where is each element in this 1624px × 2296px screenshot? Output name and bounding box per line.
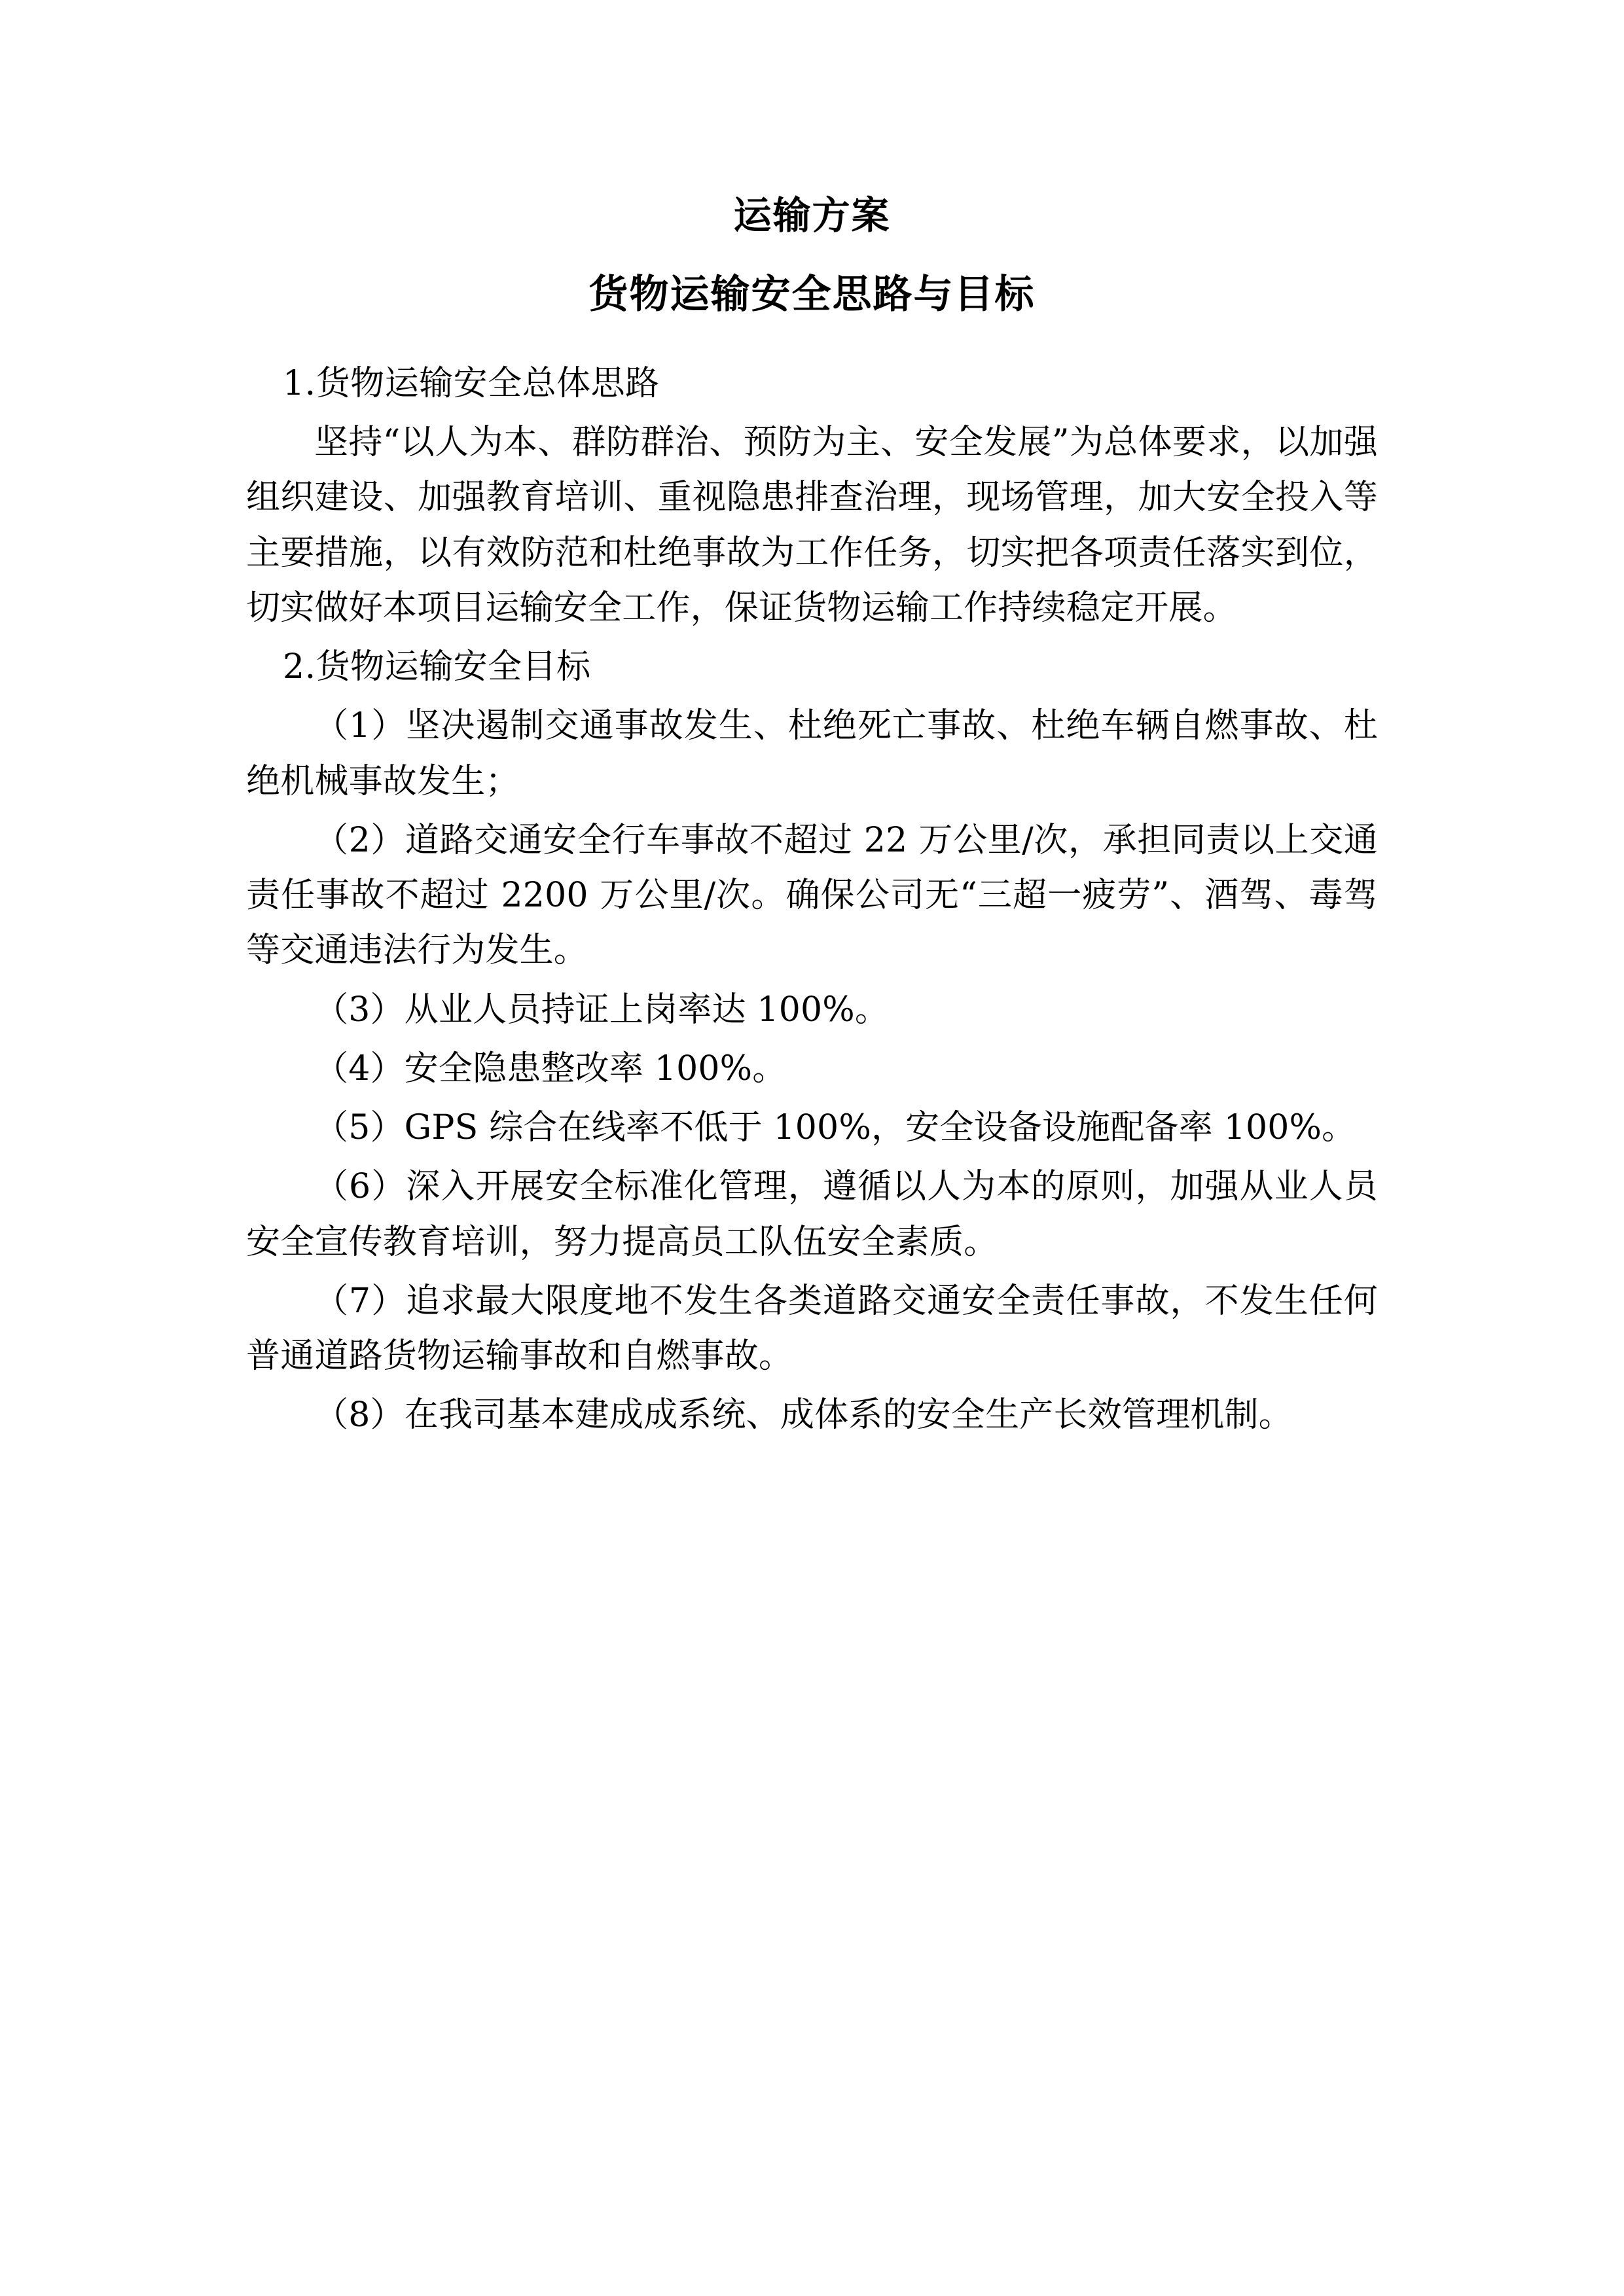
page-subtitle: 货物运输安全思路与目标 bbox=[588, 272, 1036, 317]
section-heading-2: 2.货物运输安全目标 bbox=[283, 647, 591, 687]
goal-item-4: （4）安全隐患整改率 100%。 bbox=[314, 1049, 787, 1088]
page-title: 运输方案 bbox=[733, 193, 891, 238]
goal-item-2: （2）道路交通安全行车事故不超过 22 万公里/次，承担同责以上交通责任事故不超过 2200 万公里/次。确保公司无“三超一疲劳”、酒驾、毒驾等交通违法行为发生。 bbox=[246, 820, 1378, 971]
goal-item-3: （3）从业人员持证上岗率达 100%。 bbox=[314, 990, 890, 1030]
goal-item-6: （6）深入开展安全标准化管理，遵循以人为本的原则，加强从业人员安全宣传教育培训，努力提高员工队伍安全素质。 bbox=[246, 1167, 1378, 1262]
goal-item-5: （5）GPS 综合在线率不低于 100%，安全设备设施配备率 100%。 bbox=[314, 1108, 1356, 1148]
goal-item-1: （1）坚决遏制交通事故发生、杜绝死亡事故、杜绝车辆自燃事故、杜绝机械事故发生； bbox=[246, 706, 1378, 801]
goal-item-8: （8）在我司基本建成成系统、成体系的安全生产长效管理机制。 bbox=[314, 1395, 1293, 1435]
section-1-paragraph-1: 坚持“以人为本、群防群治、预防为主、安全发展”为总体要求，以加强组织建设、加强教育培训、重视隐患排查治理，现场管理，加大安全投入等主要措施，以有效防范和杜绝事故为工作任务，切实把各项责任落实到位，切实做好本项目运输安全工作，保证货物运输工作持续稳定开展。 bbox=[246, 423, 1378, 628]
section-heading-1: 1.货物运输安全总体思路 bbox=[283, 364, 660, 403]
goal-item-7: （7）追求最大限度地不发生各类道路交通安全责任事故，不发生任何普通道路货物运输事故和自燃事故。 bbox=[246, 1281, 1378, 1376]
